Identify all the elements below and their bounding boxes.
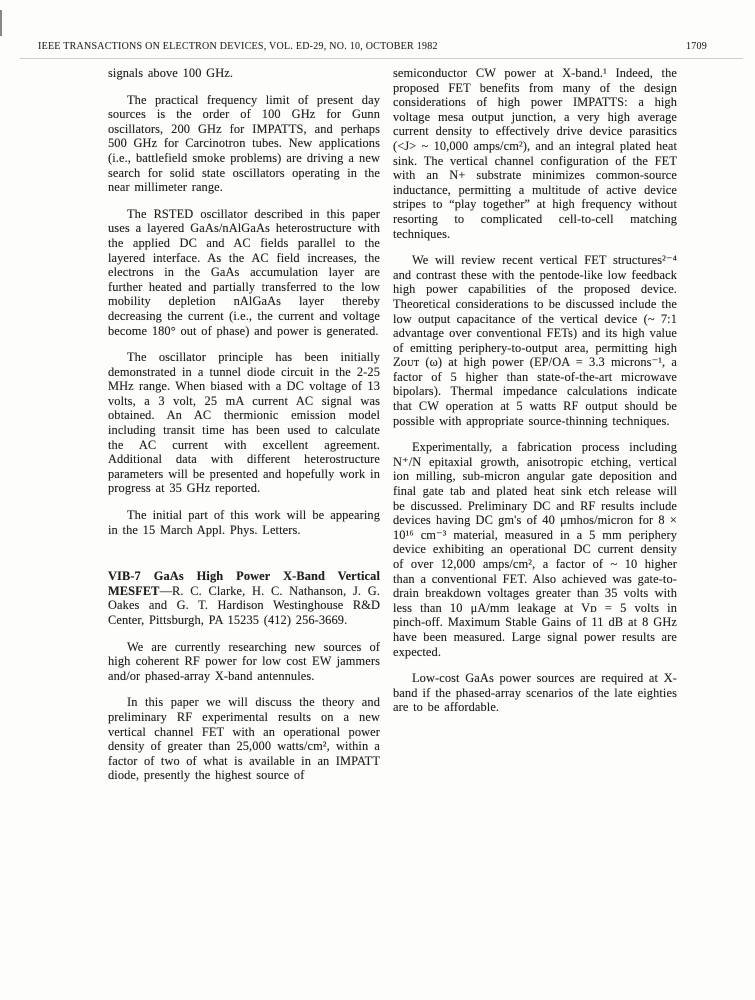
paragraph: The RSTED oscillator described in this paper uses a layered GaAs/nAlGaAs heterostructure with the applied DC and AC fields parallel to the layered interface. As the AC field increases, the electrons in the GaAs accumulation layer are further heated and partially transferred to the low mobility depletion nAlGaAs layer thereby decreasing the current (i.e., the current and voltage become 180° out of phase) and power is generated.: [108, 206, 380, 338]
paragraph-continuation: signals above 100 GHz.: [108, 66, 234, 80]
paragraph: In this paper we will discuss the theory and preliminary RF experimental results on a new vertical channel FET with an operational power density of greater than 25,000 watts/cm², within a factor of two of what is available in an IMPATT diode, presently the highest source of: [108, 695, 380, 783]
paragraph: The practical frequency limit of present day sources is the order of 100 GHz for Gunn oscillators, 200 GHz for IMPATTS, and perhaps 500 GHz for Carcinotron tubes. New applications (i.e., battlefield smoke problems) are driving a new search for solid state oscillators operating in the near millimeter range.: [108, 92, 380, 195]
paragraph: We are currently researching new sources of high coherent RF power for low cost EW jammers and/or phased-array X-band antennules.: [108, 639, 380, 683]
text-columns: [108, 66, 677, 783]
abstract-heading: [108, 569, 380, 627]
page-number: 1709: [686, 41, 707, 52]
paragraph: We will review recent vertical FET structures²⁻⁴ and contrast these with the pentode-like low feedback high power capabilities of the proposed device. Theoretical considerations to be discussed include the low output capacitance of the vertical device (~ 7:1 advantage over conventional FETs) and its high value of emitting periphery-to-output area, permitting high Zᴏᴜᴛ (ω) at high power (EP/OA = 3.3 microns⁻¹, a factor of 5 higher than state-of-the-art microwave bipolars). Thermal impedance calculations indicate that CW operation at 5 watts RF output should be possible with appropriate source-thinning techniques.: [393, 253, 677, 428]
paragraph: The initial part of this work will be appearing in the 15 March Appl. Phys. Letters.: [108, 508, 380, 537]
abstract-title: VIB-7 GaAs High Power X-Band Vertical MESFET: [108, 569, 380, 598]
scan-edge-artifact: [0, 10, 2, 36]
journal-title: IEEE TRANSACTIONS ON ELECTRON DEVICES, VOL. ED-29, NO. 10, OCTOBER 1982: [38, 41, 438, 52]
paragraph: Experimentally, a fabrication process including N⁺/N epitaxial growth, anisotropic etching, vertical ion milling, sub-micron angular gate deposition and final gate tab and plated heat sink etch release will be discussed. Preliminary DC and RF results include devices having DC gm's of 40 μmhos/micron for 8 × 10¹⁶ cm⁻³ material, measured in a 5 mm periphery device exhibiting an operational DC current density of over 12,000 amps/cm², a factor of ~ 10 higher than a conventional FET. Also achieved was gate-to-drain breakdown voltages greater than 35 volts with less than 10 μA/mm leakage at Vᴅ = 5 volts in pinch-off. Maximum Stable Gains of 11 dB at 8 GHz have been measured. Large signal power results are expected.: [393, 440, 677, 659]
running-head: [38, 41, 707, 52]
left-column: [108, 66, 380, 783]
header-rule: [20, 58, 743, 59]
abstract-authors: —R. C. Clarke, H. C. Nathanson, J. G. Oakes and G. T. Hardison Westinghouse R&D Center, Pittsburgh, PA 15235 (412) 256-3669.: [108, 583, 380, 627]
right-column: [393, 66, 677, 783]
paragraph: The oscillator principle has been initially demonstrated in a tunnel diode circuit in the 2-25 MHz range. When biased with a DC voltage of 13 volts, a 3 volt, 25 mA current AC signal was obtained. An AC thermionic emission model including transit time has been used to calculate the AC current with excellent agreement. Additional data with different heterostructure parameters will be presented and hopefully work in progress at 35 GHz reported.: [108, 350, 380, 496]
paragraph: Low-cost GaAs power sources are required at X-band if the phased-array scenarios of the late eighties are to be affordable.: [393, 671, 677, 715]
paragraph-continuation: semiconductor CW power at X-band.¹ Indeed, the proposed FET benefits from many of the design considerations of high power IMPATTS: a high voltage mesa output junction, a very high average current density to effectively drive device parasitics (<J> ~ 10,000 amps/cm²), and an integral plated heat sink. The vertical channel configuration of the FET with an N+ substrate minimizes common-source inductance, permitting a multitude of active device stripes to “play together” at high frequency without resorting to complicated cell-to-cell matching techniques.: [393, 66, 677, 241]
